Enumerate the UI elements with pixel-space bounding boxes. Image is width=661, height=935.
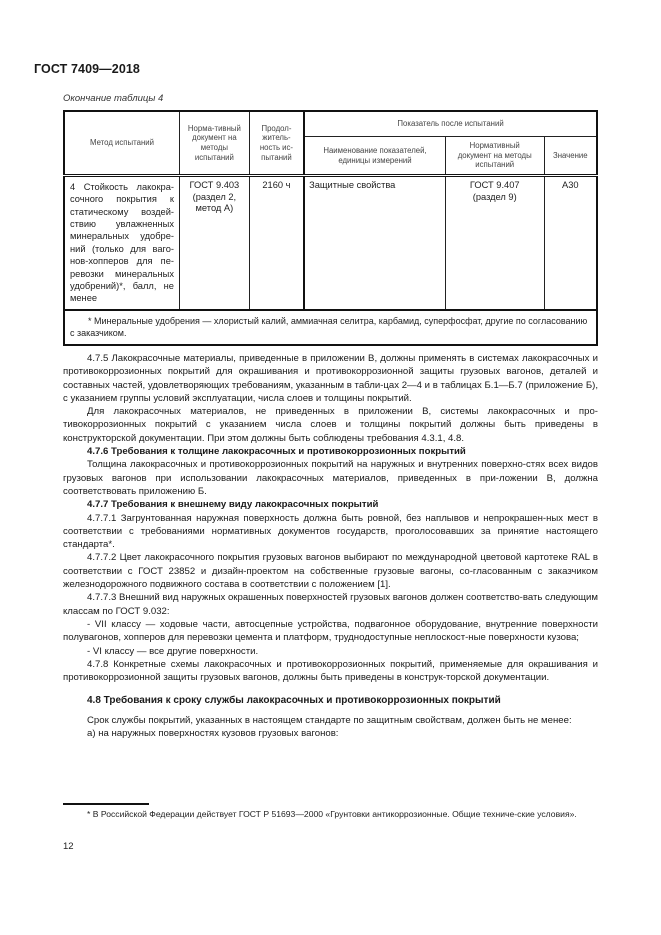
header-normative-doc: Норма-тивный документ на методы испытаний	[179, 111, 249, 176]
table-caption: Окончание таблицы 4	[63, 93, 164, 104]
table-note-row	[64, 310, 597, 345]
heading-4-8: 4.8 Требования к сроку службы лакокрасочных и противокоррозионных покрытий	[87, 695, 501, 707]
header-result-group: Показатель после испытаний	[304, 111, 597, 137]
header-value: Значение	[544, 137, 597, 176]
list-item-class-vi: - VI классу — все другие поверхности.	[87, 645, 259, 657]
paragraph-4-7-7-3: 4.7.7.3 Внешний вид наружных окрашенных поверхностей грузовых вагонов должен соответство-вать следующим классам по ГОСТ 9.032:	[63, 592, 598, 617]
table-row	[64, 176, 597, 310]
table-note-text: * Минеральные удобрения — хлористый калий, аммиачная селитра, карбамид, суперфосфат, другие по согласованию с заказчиком.	[70, 315, 588, 339]
heading-4-7-6: 4.7.6 Требования к толщине лакокрасочных и противокоррозионных покрытий	[87, 446, 466, 458]
cell-method: 4 Стойкость лакокра-сочного покрытия к статическому воздей-ствию увлажненных минеральных удобре-ний (только для ваго-нов-хопперов для пе-ревозки минеральных удобрений)*, балл, не менее	[64, 176, 179, 310]
list-item-class-vii: - VII классу — ходовые части, автосцепные устройства, подвагонное оборудование, внутренние поверхности полувагонов, хопперов для перевозки цемента и платформ, труднодоступные неплоскост-ные поверхности кузова;	[63, 618, 598, 644]
paragraph-4-8: Срок службы покрытий, указанных в настоящем стандарте по защитным свойствам, должен быть не менее:	[87, 714, 572, 726]
list-item-a: а) на наружных поверхностях кузовов грузовых вагонов:	[87, 728, 339, 740]
paragraph-4-7-6: Толщина лакокрасочных и противокоррозионных покрытий на наружных и внутренних поверхно-стях всех видов грузовых вагонов при использовании лакокрасочных материалов, приведенных в при-ложении В, должна соответствовать приложению Б.	[63, 459, 598, 497]
paragraph-4-7-5: 4.7.5 Лакокрасочные материалы, приведенные в приложении В, должны применять в системах лакокрасочных и противокоррозионных покрытий для окрашивания и противокоррозионной защиты грузовых вагонов, деталей и составных частей, удовлетворяющих требованиям, указанным в табли-цах 2—4 и в таблицах Б.1—Б.7 (приложение Б), с указанием группы условий эксплуатации, числа слоев и толщины покрытий.	[63, 353, 598, 404]
paragraph-4-7-5-continued: Для лакокрасочных материалов, не приведенных в приложении В, системы лакокрасочных и про-тивокоррозионных покрытий с указанием числа слоев и толщины покрытий должны быть приведены в конструкторской документации. При этом должны быть соблюдены требования 4.3.1, 4.8.	[63, 406, 598, 444]
footnote-divider	[63, 803, 149, 805]
paragraph-4-7-8: 4.7.8 Конкретные схемы лакокрасочных и противокоррозионных покрытий, применяемые для окрашивания и противокоррозионной защиты грузовых вагонов, должны быть приведены в конструк-торской документации.	[63, 658, 598, 684]
cell-normative-doc: ГОСТ 9.403 (раздел 2, метод А)	[179, 176, 249, 310]
header-duration: Продол-житель-ность ис-пытаний	[249, 111, 304, 176]
page-number: 12	[63, 841, 74, 852]
document-header: ГОСТ 7409—2018	[34, 62, 140, 76]
header-method: Метод испытаний	[64, 111, 179, 176]
table-note	[64, 310, 597, 345]
cell-duration: 2160 ч	[249, 176, 304, 310]
footnote	[63, 808, 598, 821]
cell-result-normative-doc: ГОСТ 9.407 (раздел 9)	[445, 176, 544, 310]
cell-indicator-name: Защитные свойства	[304, 176, 445, 310]
paragraph-4-7-7-2: 4.7.7.2 Цвет лакокрасочного покрытия грузовых вагонов выбирают по международной цветовой картотеке RAL в соответствии с ГОСТ 23852 и дизайн-проектом на собственные грузовые вагоны, со-гласованным с заказчиком железнодорожного подвижного состава в соответствии с положением [1].	[63, 552, 598, 591]
body-text	[63, 352, 598, 740]
footnote-text: * В Российской Федерации действует ГОСТ Р 51693—2000 «Грунтовки антикоррозионные. Общие техниче-ские условия».	[87, 809, 577, 819]
header-result-normative-doc: Нормативный документ на методы испытаний	[445, 137, 544, 176]
test-methods-table	[63, 110, 598, 346]
paragraph-4-7-7-1: 4.7.7.1 Загрунтованная наружная поверхность должна быть ровной, без наплывов и непрокрашен-ных мест в соответствии с требованиями нормативных документов государств, проголосовавших за принятие настоящего стандарта*.	[63, 512, 598, 551]
heading-4-7-7: 4.7.7 Требования к внешнему виду лакокрасочных покрытий	[87, 499, 379, 511]
header-indicator-name: Наименование показателей, единицы измерений	[304, 137, 445, 176]
cell-value: А30	[544, 176, 597, 310]
